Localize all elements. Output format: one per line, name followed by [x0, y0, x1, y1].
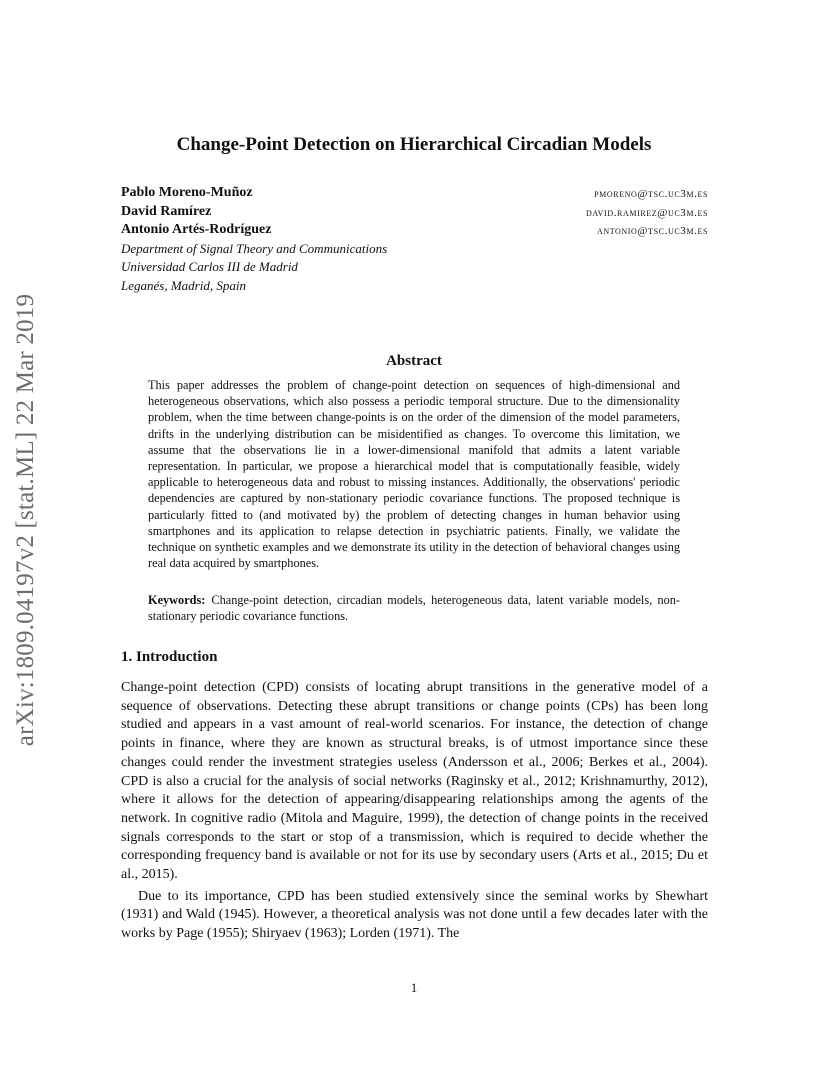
arxiv-identifier[interactable]: arXiv:1809.04197v2 [stat.ML] 22 Mar 2019 [12, 293, 39, 747]
author-row [121, 221, 708, 240]
author-name: David Ramírez [121, 203, 212, 219]
body-paragraph: Change-point detection (CPD) consists of locating abrupt transitions in the generative model of a sequence of observations. Detecting these abrupt transitions or change points (CPs) has been long studied and appears in a vast amount of real-world scenarios. For instance, the detection of change points in finance, where they are known as structural breaks, is of utmost importance since these changes could render the investment strategies useless (Andersson et al., 2006; Berkes et al., 2004). CPD is also a crucial for the analysis of social networks (Raginsky et al., 2012; Krishnamurthy, 2012), where it allows for the detection of appearing/disappearing relationships among the agents of the network. In cognitive radio (Mitola and Maguire, 1999), the detection of change points in the received signals corresponds to the start or stop of a transmission, which is required to decide whether the corresponding frequency band is available or not for its use by secondary users (Arts et al., 2015; Du et al., 2015). [121, 680, 708, 883]
author-email[interactable]: david.ramirez@uc3m.es [585, 206, 708, 219]
affiliation-university: Universidad Carlos III de Madrid [121, 259, 298, 274]
author-row [121, 203, 708, 222]
author-name: Antonio Artés-Rodríguez [121, 222, 272, 237]
body-paragraph: Due to its importance, CPD has been studied extensively since the seminal works by Shewhart (1931) and Wald (1945). However, a theoretical analysis was not done until a few decades later with the works by Page (1955); Shiryaev (1963); Lorden (1971). The [121, 888, 708, 942]
paper-title: Change-Point Detection on Hierarchical Circadian Models [176, 134, 652, 155]
keywords-label: Keywords: [148, 593, 206, 607]
abstract-text: This paper addresses the problem of change-point detection on sequences of high-dimensional and heterogeneous observations, which also possess a periodic temporal structure. Due to the dimensionality problem, when the time between change-points is on the order of the dimension of the model parameters, drifts in the underlying distribution can be misidentified as changes. To overcome this limitation, we assume that the observations lie in a lower-dimensional manifold that admits a latent variable representation. In particular, we propose a hierarchical model that is computationally feasible, widely applicable to heterogeneous data and robust to missing instances. Additionally, the observations' periodic dependencies are captured by non-stationary periodic covariance functions. The proposed technique is particularly fitted to (and motivated by) the problem of detecting changes in human behavior using smartphones and its application to relapse detection in psychiatric patients. Finally, we validate the technique on synthetic examples and we demonstrate its utility in the detection of behavioral changes using real data acquired by smartphones. [148, 378, 680, 571]
abstract-heading: Abstract [386, 353, 442, 369]
section-heading-introduction: 1. Introduction [121, 649, 218, 665]
affiliation-location: Leganés, Madrid, Spain [121, 277, 246, 293]
author-email[interactable]: antonio@tsc.uc3m.es [596, 225, 708, 237]
introduction-body [121, 679, 708, 944]
author-email[interactable]: pmoreno@tsc.uc3m.es [594, 188, 708, 200]
page-number: 1 [410, 980, 418, 995]
keywords [148, 592, 680, 624]
author-block [121, 184, 708, 295]
author-name: Pablo Moreno-Muñoz [121, 185, 253, 200]
affiliation-department: Department of Signal Theory and Communications [121, 240, 388, 256]
author-row [121, 184, 708, 203]
keywords-text: Change-point detection, circadian models, heterogeneous data, latent variable models, non-stationary periodic covariance functions. [148, 593, 680, 624]
